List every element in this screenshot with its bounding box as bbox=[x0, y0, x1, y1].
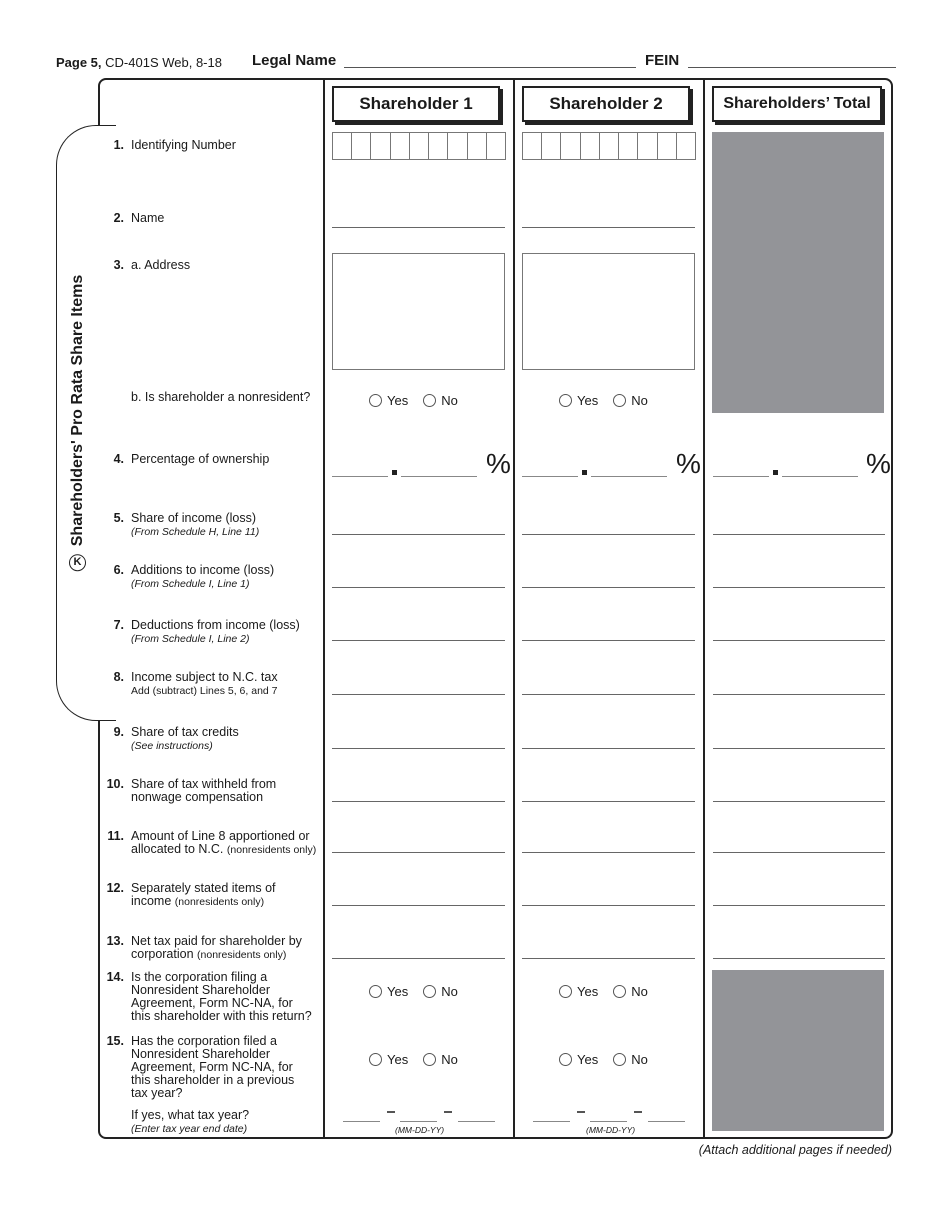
sh2-date-yy-input[interactable] bbox=[648, 1121, 685, 1122]
total-pct-decimal-input[interactable] bbox=[782, 476, 858, 477]
percent-sign: % bbox=[866, 448, 891, 479]
sh1-line9-input[interactable] bbox=[332, 748, 505, 749]
sh2-line5-input[interactable] bbox=[522, 534, 695, 535]
percent-sign: % bbox=[486, 448, 511, 479]
sh1-nonresident-radios: Yes No bbox=[369, 393, 458, 408]
yes-radio[interactable] bbox=[369, 1053, 382, 1066]
date-separator bbox=[387, 1111, 395, 1113]
yes-radio[interactable] bbox=[559, 1053, 572, 1066]
legal-name-field[interactable] bbox=[344, 67, 636, 68]
date-format-hint: (MM-DD-YY) bbox=[395, 1125, 445, 1135]
yes-radio[interactable] bbox=[369, 985, 382, 998]
column-divider bbox=[513, 79, 515, 1138]
sh1-line11-input[interactable] bbox=[332, 852, 505, 853]
total-shaded-block bbox=[712, 970, 884, 1131]
sh2-date-dd-input[interactable] bbox=[590, 1121, 627, 1122]
no-radio[interactable] bbox=[613, 394, 626, 407]
sh2-line13-input[interactable] bbox=[522, 958, 695, 959]
sh1-ncna-filed-radios: Yes No bbox=[369, 1052, 458, 1067]
no-radio[interactable] bbox=[423, 1053, 436, 1066]
k-badge-icon: K bbox=[69, 554, 86, 571]
date-separator bbox=[577, 1111, 585, 1113]
total-line8-input[interactable] bbox=[713, 694, 885, 695]
total-shaded-block bbox=[712, 132, 884, 413]
sh2-name-input[interactable] bbox=[522, 227, 695, 228]
date-separator bbox=[444, 1111, 452, 1113]
sh2-pct-decimal-input[interactable] bbox=[591, 476, 667, 477]
percent-sign: % bbox=[676, 448, 701, 479]
col-header-total: Shareholders’ Total bbox=[712, 86, 882, 122]
sh2-line10-input[interactable] bbox=[522, 801, 695, 802]
sh1-name-input[interactable] bbox=[332, 227, 505, 228]
total-line10-input[interactable] bbox=[713, 801, 885, 802]
col-header-shareholder-1: Shareholder 1 bbox=[332, 86, 500, 122]
sh2-nonresident-radios: Yes No bbox=[559, 393, 648, 408]
section-title: KShareholders' Pro Rata Share Items bbox=[69, 275, 87, 571]
sh2-line9-input[interactable] bbox=[522, 748, 695, 749]
total-line9-input[interactable] bbox=[713, 748, 885, 749]
line-3b-label: b. Is shareholder a nonresident? bbox=[131, 390, 311, 404]
fein-field[interactable] bbox=[688, 67, 896, 68]
no-radio[interactable] bbox=[423, 985, 436, 998]
sh2-ncna-filed-radios: Yes No bbox=[559, 1052, 648, 1067]
sh1-pct-decimal-input[interactable] bbox=[401, 476, 477, 477]
page-identifier: Page 5, CD-401S Web, 8-18 bbox=[56, 55, 222, 70]
date-format-hint: (MM-DD-YY) bbox=[586, 1125, 636, 1135]
total-line5-input[interactable] bbox=[713, 534, 885, 535]
sh2-ncna-filing-radios: Yes No bbox=[559, 984, 648, 999]
sh2-line7-input[interactable] bbox=[522, 640, 695, 641]
no-radio[interactable] bbox=[423, 394, 436, 407]
sh1-line6-input[interactable] bbox=[332, 587, 505, 588]
sh1-line5-input[interactable] bbox=[332, 534, 505, 535]
legal-name-label: Legal Name bbox=[252, 52, 337, 69]
yes-radio[interactable] bbox=[369, 394, 382, 407]
sh1-line10-input[interactable] bbox=[332, 801, 505, 802]
sh1-address-input[interactable] bbox=[332, 253, 505, 370]
sh2-line8-input[interactable] bbox=[522, 694, 695, 695]
decimal-point bbox=[392, 470, 397, 475]
sh2-id-number-input[interactable] bbox=[522, 132, 696, 160]
sh1-line13-input[interactable] bbox=[332, 958, 505, 959]
yes-radio[interactable] bbox=[559, 394, 572, 407]
sh1-date-mm-input[interactable] bbox=[343, 1121, 380, 1122]
sh1-line7-input[interactable] bbox=[332, 640, 505, 641]
total-line11-input[interactable] bbox=[713, 852, 885, 853]
column-divider bbox=[703, 79, 705, 1138]
total-line12-input[interactable] bbox=[713, 905, 885, 906]
sh2-pct-whole-input[interactable] bbox=[522, 476, 578, 477]
column-divider bbox=[323, 79, 325, 1138]
sh2-line6-input[interactable] bbox=[522, 587, 695, 588]
sh1-pct-whole-input[interactable] bbox=[332, 476, 388, 477]
total-line7-input[interactable] bbox=[713, 640, 885, 641]
total-pct-whole-input[interactable] bbox=[713, 476, 769, 477]
total-line13-input[interactable] bbox=[713, 958, 885, 959]
sh2-address-input[interactable] bbox=[522, 253, 695, 370]
sh1-id-number-input[interactable] bbox=[332, 132, 506, 160]
col-header-shareholder-2: Shareholder 2 bbox=[522, 86, 690, 122]
sh2-date-mm-input[interactable] bbox=[533, 1121, 570, 1122]
decimal-point bbox=[582, 470, 587, 475]
fein-label: FEIN bbox=[645, 52, 680, 69]
total-line6-input[interactable] bbox=[713, 587, 885, 588]
sh2-line11-input[interactable] bbox=[522, 852, 695, 853]
sh1-line8-input[interactable] bbox=[332, 694, 505, 695]
sh1-ncna-filing-radios: Yes No bbox=[369, 984, 458, 999]
sh1-date-dd-input[interactable] bbox=[400, 1121, 437, 1122]
line-15b-row: If yes, what tax year? (Enter tax year end date) bbox=[131, 1108, 250, 1135]
decimal-point bbox=[773, 470, 778, 475]
no-radio[interactable] bbox=[613, 1053, 626, 1066]
sh2-line12-input[interactable] bbox=[522, 905, 695, 906]
sh1-line12-input[interactable] bbox=[332, 905, 505, 906]
sh1-date-yy-input[interactable] bbox=[458, 1121, 495, 1122]
attach-note: (Attach additional pages if needed) bbox=[698, 1143, 892, 1157]
yes-radio[interactable] bbox=[559, 985, 572, 998]
no-radio[interactable] bbox=[613, 985, 626, 998]
date-separator bbox=[634, 1111, 642, 1113]
